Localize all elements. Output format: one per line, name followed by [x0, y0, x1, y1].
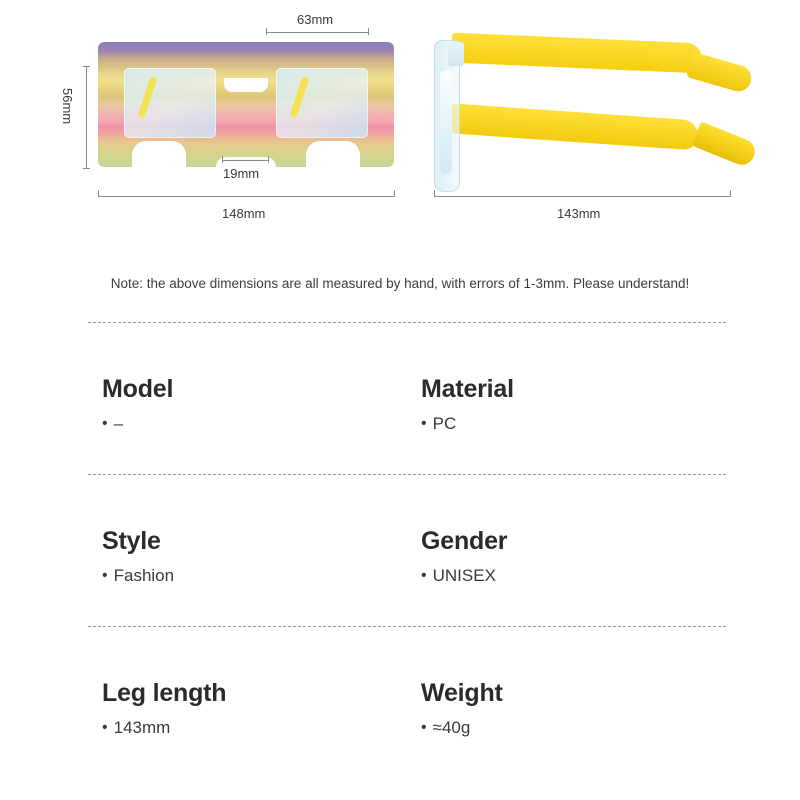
spec-row: [88, 679, 726, 738]
lens-glint-icon: [290, 76, 310, 118]
lens-width-tick-right: [368, 28, 369, 35]
bridge-width-dimension-line: [222, 160, 268, 161]
spec-row: [88, 527, 726, 586]
frame-height-tick-bottom: [83, 168, 90, 169]
spec-value-text: Fashion: [113, 566, 175, 585]
frame-height-label: 56mm: [60, 88, 75, 125]
spec-label: Gender: [421, 527, 508, 555]
spec-value-text: UNISEX: [432, 566, 496, 585]
temple-length-tick-right: [730, 190, 731, 197]
bullet-icon: •: [421, 415, 427, 432]
spec-value-text: PC: [432, 414, 457, 433]
frame-height-dimension-line: [86, 66, 87, 168]
frame-front-edge-inner: [440, 70, 452, 174]
left-lens: [124, 68, 216, 138]
temple-length-dimension-line: [434, 196, 730, 197]
bullet-icon: •: [421, 567, 427, 584]
total-width-dimension-line: [98, 196, 394, 197]
frame-height-tick-top: [83, 66, 90, 67]
right-lens: [276, 68, 368, 138]
spec-cell-weight: [407, 679, 726, 738]
lens-width-tick-left: [266, 28, 267, 35]
spec-label: Style: [102, 527, 161, 555]
bridge-width-tick-right: [268, 156, 269, 163]
lens-glint-icon: [138, 76, 158, 118]
spec-row: [88, 375, 726, 434]
spec-value: [102, 566, 407, 586]
dimensions-diagram: [0, 0, 800, 250]
glasses-side-view-image: [434, 36, 730, 196]
bullet-icon: •: [421, 719, 427, 736]
spec-value-text: –: [113, 414, 124, 433]
lens-width-dimension-line: [266, 32, 368, 33]
bullet-icon: •: [102, 567, 108, 584]
spec-value: [421, 414, 726, 434]
bullet-icon: •: [102, 719, 108, 736]
spec-cell-material: [407, 375, 726, 434]
temple-tip-upper: [686, 52, 755, 95]
temple-length-label: 143mm: [557, 206, 601, 221]
spec-label: Leg length: [102, 679, 227, 707]
measurement-note: Note: the above dimensions are all measured by hand, with errors of 1-3mm. Please understand!: [110, 276, 690, 291]
spec-cell-model: [88, 375, 407, 434]
total-width-label: 148mm: [222, 206, 266, 221]
temple-length-tick-left: [434, 190, 435, 197]
temple-arm-lower: [452, 103, 698, 150]
bridge-cutout: [224, 78, 268, 92]
bridge-width-tick-left: [222, 156, 223, 163]
hinge: [448, 42, 464, 66]
frame-bottom-notch-left: [132, 141, 186, 167]
spec-label: Weight: [421, 679, 503, 707]
temple-arm-upper: [452, 33, 702, 74]
bridge-width-label: 19mm: [223, 166, 260, 181]
spec-cell-gender: [407, 527, 726, 586]
spec-value-text: ≈40g: [432, 718, 471, 737]
spec-label: Model: [102, 375, 174, 403]
glasses-front-view-image: [98, 42, 394, 167]
bullet-icon: •: [102, 415, 108, 432]
spec-value: [102, 718, 407, 738]
temple-tip-lower: [691, 121, 758, 168]
specifications-table: [88, 322, 726, 738]
spec-value: [421, 566, 726, 586]
total-width-tick-left: [98, 190, 99, 197]
total-width-tick-right: [394, 190, 395, 197]
spec-value: [102, 414, 407, 434]
spec-label: Material: [421, 375, 514, 403]
spec-value-text: 143mm: [113, 718, 171, 737]
spec-value: [421, 718, 726, 738]
spec-cell-leg-length: [88, 679, 407, 738]
lens-width-label: 63mm: [297, 12, 334, 27]
frame-bottom-notch-right: [306, 141, 360, 167]
spec-cell-style: [88, 527, 407, 586]
